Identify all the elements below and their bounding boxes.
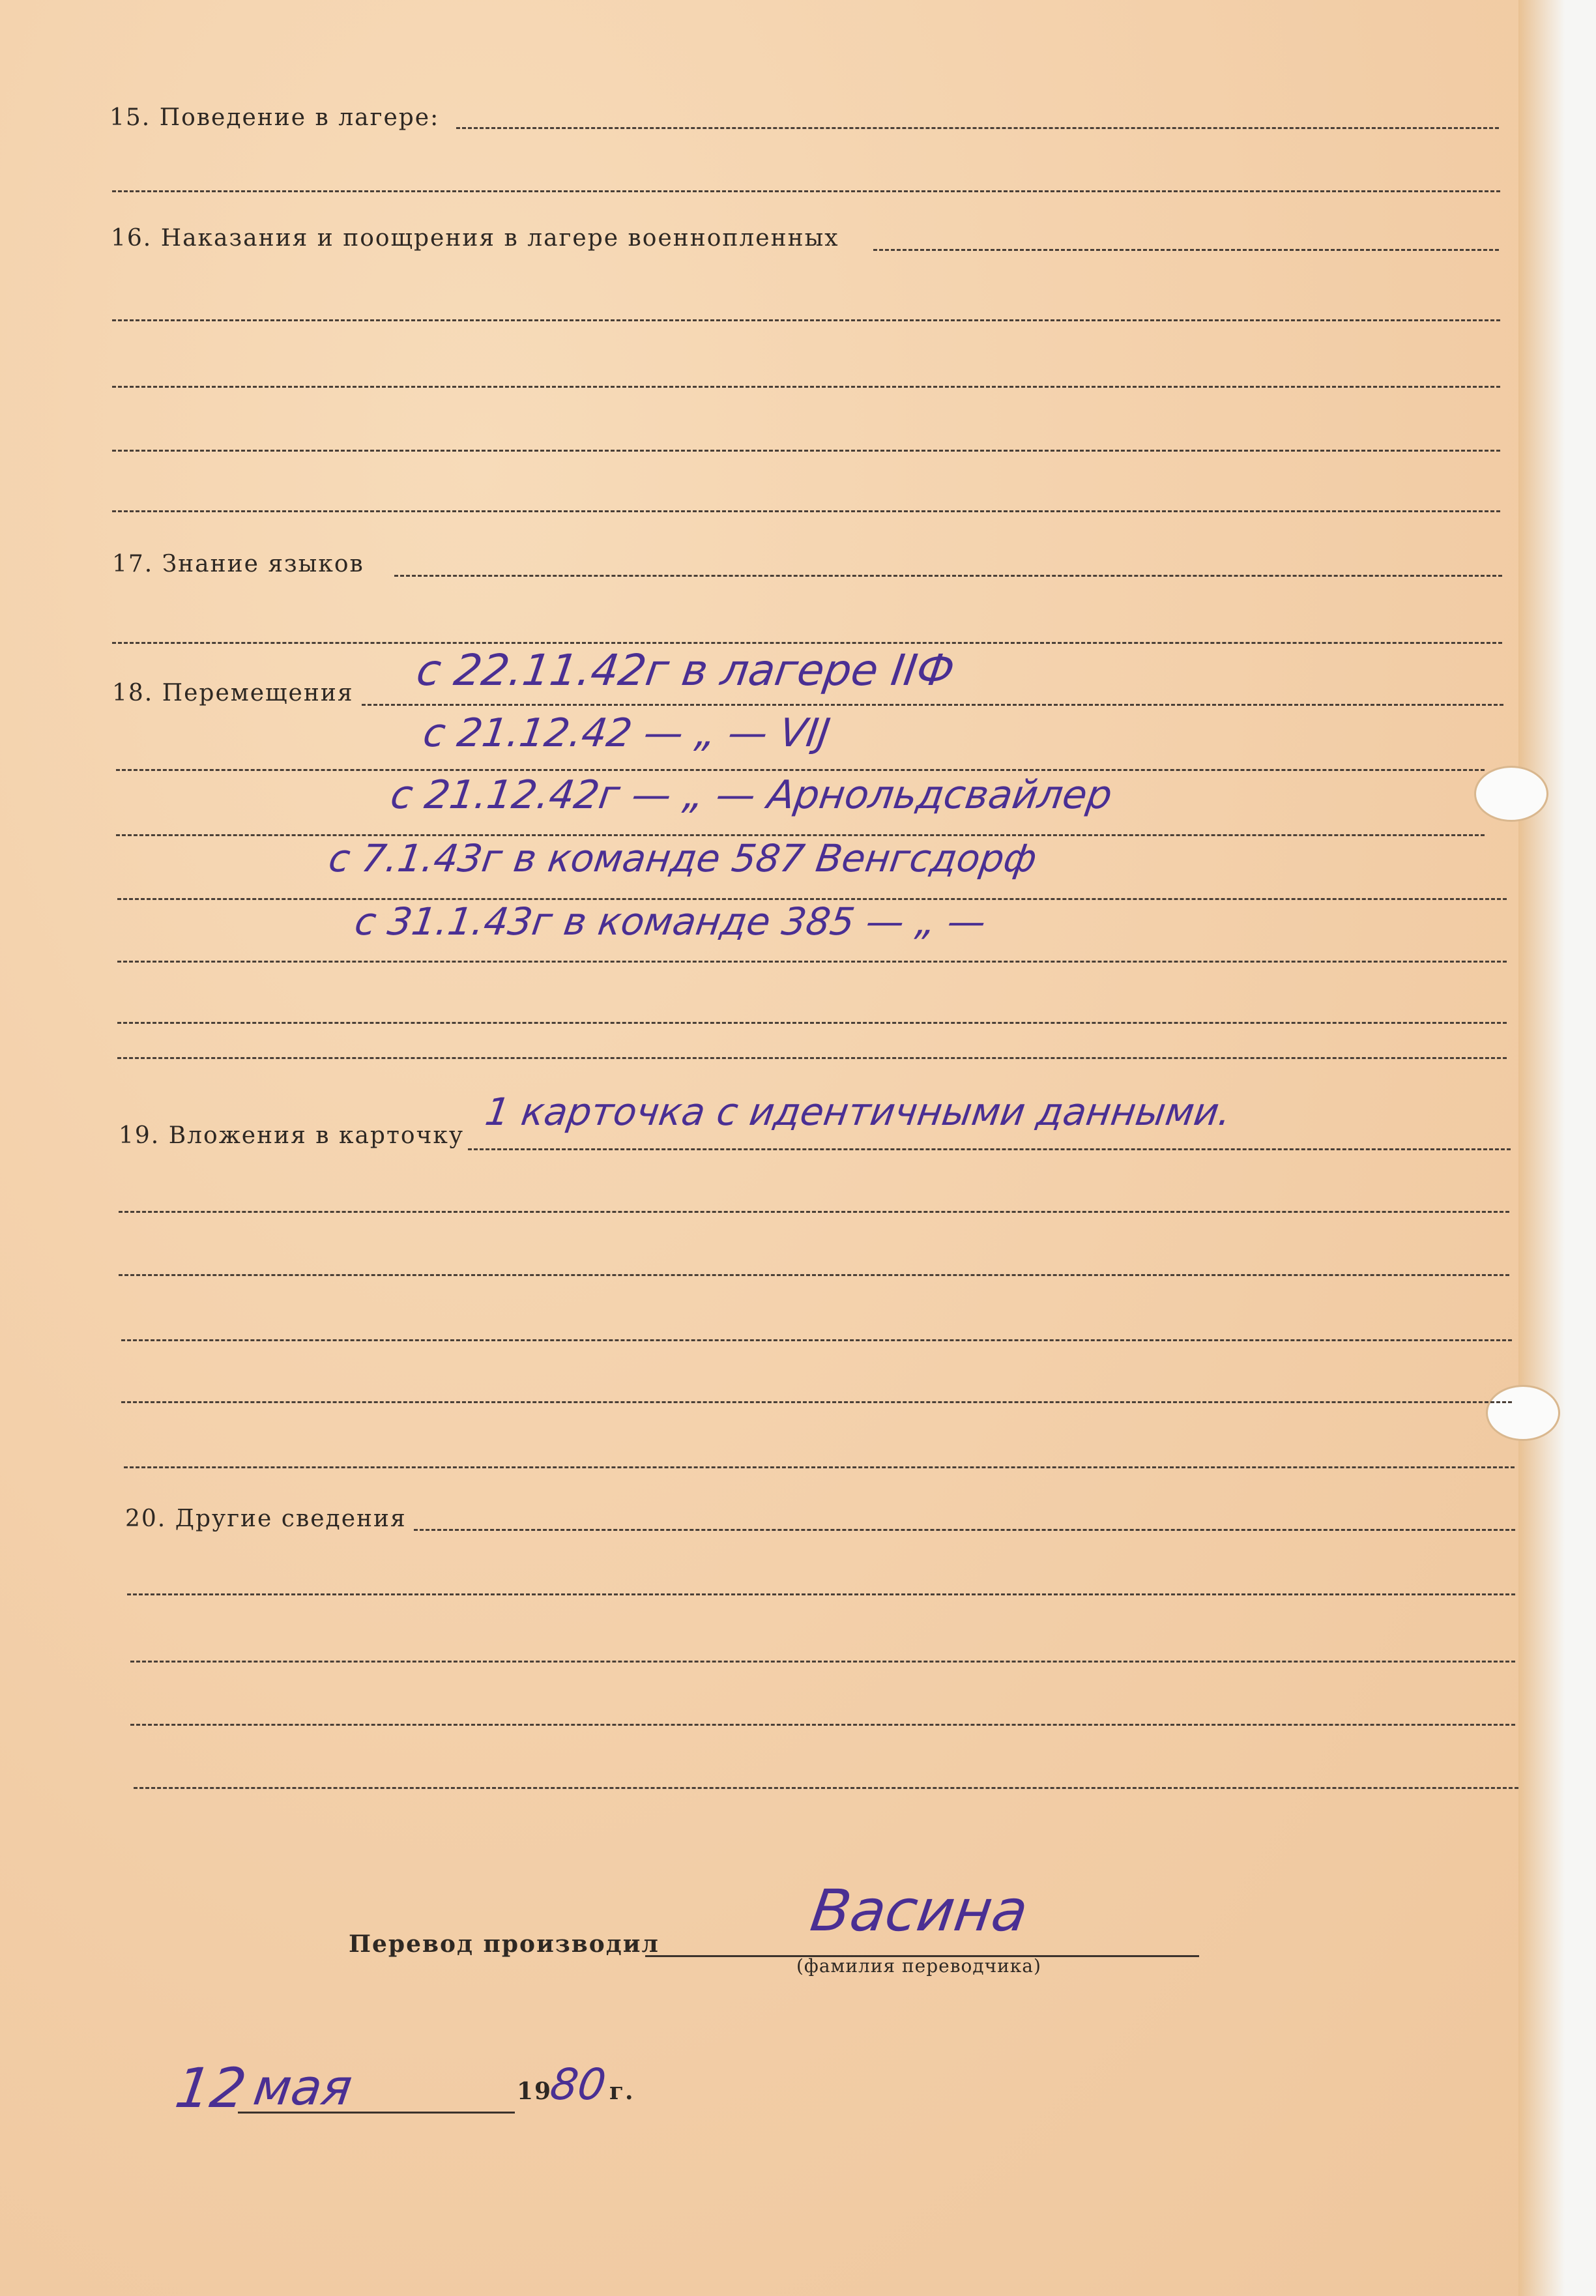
punch-hole-top (1474, 766, 1548, 822)
field-18-line-1 (362, 704, 1503, 706)
date-year-suffix: 80 (547, 2059, 609, 2110)
field-16-line-2 (112, 319, 1500, 321)
date-month: мая (250, 2058, 356, 2116)
field-20-label: 20. Другие сведения (125, 1505, 407, 1532)
field-17-line-2 (112, 642, 1502, 644)
date-day: 12 (171, 2056, 250, 2120)
movement-entry-4: с 7.1.43г в команде 587 Венгсдорф (326, 836, 1039, 880)
field-15-line-1 (456, 127, 1499, 129)
field-15-label: 15. Поведение в лагере: (109, 104, 440, 131)
field-20-line-1 (414, 1529, 1515, 1531)
field-19-line-1 (468, 1148, 1511, 1150)
field-17-label: 17. Знание языков (112, 551, 364, 577)
field-18-line-7 (117, 1057, 1507, 1059)
field-18-line-6 (117, 1022, 1507, 1024)
sheet-right-edge (1518, 0, 1596, 2296)
field-16-line-5 (112, 510, 1500, 512)
translator-caption: (фамилия переводчика) (796, 1955, 1041, 1977)
translator-signature: Васина (806, 1877, 1032, 1944)
field-19-line-2 (119, 1211, 1509, 1213)
movement-entry-5: с 31.1.43г в команде 385 — „ — (352, 899, 989, 944)
field-20-line-3 (130, 1661, 1515, 1663)
field-18-label: 18. Перемещения (112, 680, 354, 706)
translator-label: Перевод производил (349, 1930, 660, 1958)
field-19-line-3 (119, 1274, 1509, 1276)
field-19-label: 19. Вложения в карточку (119, 1122, 465, 1149)
movement-entry-2: с 21.12.42 — „ — VIJ (420, 710, 833, 756)
field-16-label: 16. Наказания и поощрения в лагере военнопленных (111, 225, 839, 252)
field-18-line-2 (116, 769, 1485, 771)
field-16-line-4 (112, 450, 1500, 452)
field-20-line-5 (134, 1787, 1518, 1789)
punch-hole-bottom (1486, 1385, 1560, 1441)
date-year-unit: г. (609, 2078, 635, 2105)
movement-entry-1: с 22.11.42г в лагере IIФ (413, 645, 958, 695)
movement-entry-3: с 21.12.42г — „ — Арнольдсвайлер (388, 772, 1115, 818)
field-20-line-2 (127, 1593, 1515, 1595)
field-18-line-5 (117, 961, 1507, 963)
field-19-line-6 (124, 1466, 1515, 1468)
field-19-value: 1 карточка с идентичными данными. (482, 1090, 1234, 1134)
field-16-line-1 (873, 249, 1499, 251)
field-19-line-5 (121, 1401, 1512, 1403)
field-17-line-1 (394, 575, 1502, 577)
field-15-line-2 (112, 190, 1500, 192)
field-16-line-3 (112, 386, 1500, 388)
field-20-line-4 (130, 1724, 1515, 1726)
date-year-prefix: 19 (517, 2078, 553, 2105)
field-19-line-4 (121, 1339, 1512, 1341)
